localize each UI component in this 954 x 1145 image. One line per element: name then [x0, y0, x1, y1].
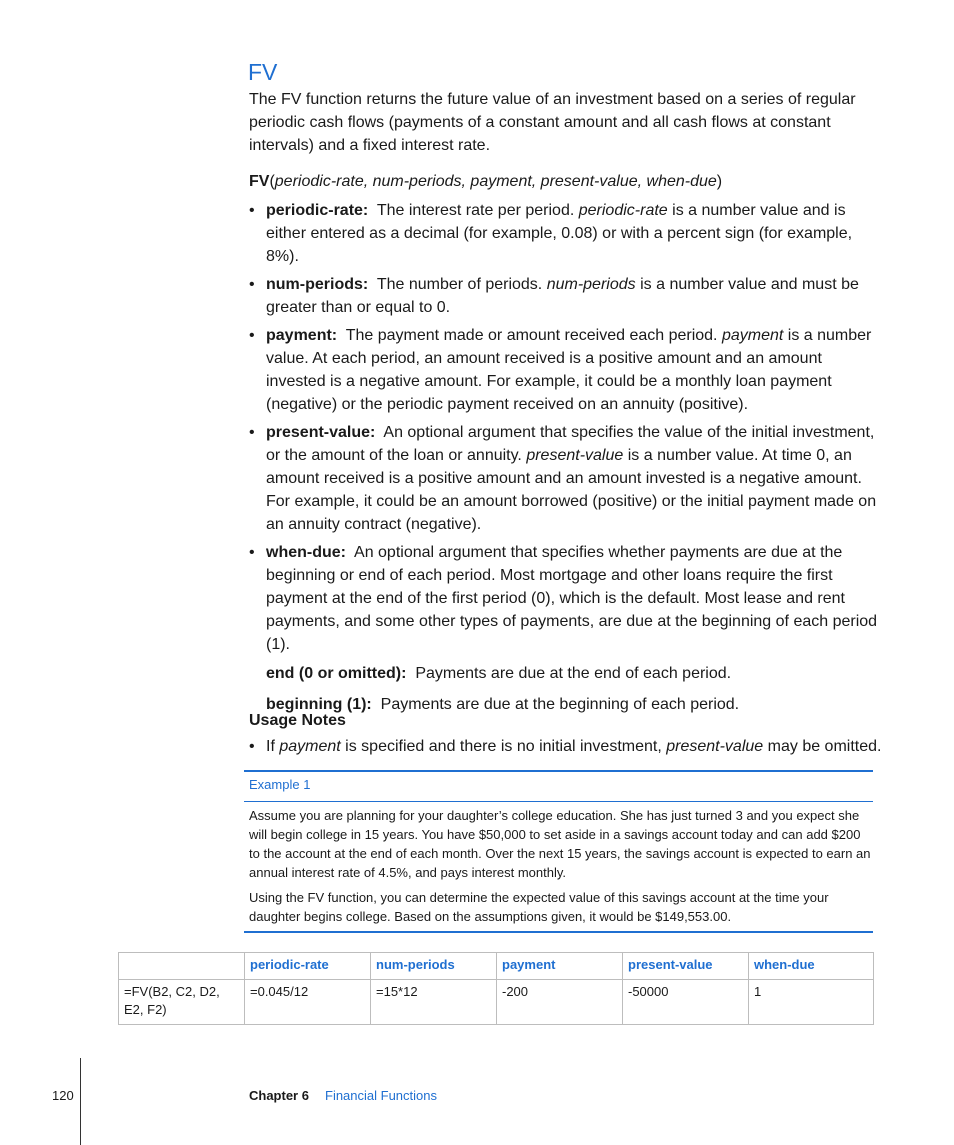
bullet: •: [249, 544, 255, 561]
syntax-args: periodic-rate, num-periods, payment, present-value, when-due: [274, 173, 717, 190]
intro-paragraph: The FV function returns the future value of an investment based on a series of regular periodic cash flows (payments of a constant amount and all cash flows at constant intervals) and a fixed interest rate.: [249, 91, 856, 154]
footer-section-link[interactable]: Financial Functions: [325, 1088, 437, 1103]
param-desc-rest: is a number value. At each period, an amount received is a positive amount and an amount invested is a negative amount. For example, it could be a monthly loan payment (negative) or the periodic payment received on an annuity (positive).: [266, 327, 872, 413]
table-cell: =FV(B2, C2, D2, E2, F2): [119, 980, 245, 1025]
table-header-cell: num-periods: [371, 953, 497, 980]
bullet: •: [249, 424, 255, 441]
usage-italic-payment: payment: [279, 738, 341, 755]
example-box: [244, 770, 873, 933]
when-due-option-beginning: [266, 693, 879, 716]
param-payment: [249, 324, 879, 416]
table-header-row: [119, 953, 874, 980]
table-header-cell: payment: [497, 953, 623, 980]
option-name: end (0 or omitted):: [266, 665, 407, 682]
param-desc: The number of periods.: [376, 276, 543, 293]
footer-chapter: Chapter 6: [249, 1088, 309, 1103]
usage-notes-heading: Usage Notes: [249, 712, 346, 729]
param-desc: The interest rate per period.: [376, 202, 575, 219]
option-desc: Payments are due at the beginning of each period.: [380, 696, 740, 713]
table-header-cell: periodic-rate: [245, 953, 371, 980]
option-desc: Payments are due at the end of each period.: [415, 665, 732, 682]
param-periodic-rate: [249, 199, 879, 268]
param-num-periods: [249, 273, 879, 319]
param-italic: num-periods: [546, 276, 636, 293]
bullet: •: [249, 276, 255, 293]
bullet: •: [249, 202, 255, 219]
bullet: •: [249, 327, 255, 344]
syntax-open-paren: (: [269, 173, 275, 190]
usage-mid: is specified and there is no initial investment,: [345, 738, 662, 755]
param-desc-rest: is a number value and must be greater than or equal to 0.: [266, 276, 859, 316]
param-name: present-value:: [266, 424, 376, 441]
example-table: [118, 952, 874, 1025]
param-italic: payment: [721, 327, 784, 344]
option-name: beginning (1):: [266, 696, 372, 713]
table-cell: 1: [749, 980, 874, 1025]
param-italic: present-value: [526, 447, 624, 464]
parameter-list: [249, 199, 879, 724]
bullet: •: [249, 738, 255, 755]
example-paragraph-2: Using the FV function, you can determine the expected value of this savings account at the time your daughter begins college. Based on the assumptions given, it would be $149,553.00.: [249, 890, 829, 924]
syntax-line: [249, 171, 722, 193]
syntax-function-name: FV: [249, 173, 270, 190]
table-header-cell: present-value: [623, 953, 749, 980]
syntax-close-paren: ): [716, 173, 723, 190]
example-heading: Example 1: [249, 777, 311, 792]
page-title: FV: [248, 59, 278, 85]
table-header-cell: [119, 953, 245, 980]
when-due-option-end: [266, 662, 879, 685]
usage-post: may be omitted.: [767, 738, 882, 755]
footer-divider: [80, 1058, 81, 1145]
param-name: periodic-rate:: [266, 202, 369, 219]
table-cell: -200: [497, 980, 623, 1025]
table-cell: =0.045/12: [245, 980, 371, 1025]
usage-pre: If: [266, 738, 275, 755]
usage-italic-present-value: present-value: [666, 738, 764, 755]
param-desc: The payment made or amount received each period.: [345, 327, 718, 344]
param-italic: periodic-rate: [578, 202, 668, 219]
example-paragraph-1: Assume you are planning for your daughter’s college education. She has just turned 3 and you expect she will begin college in 15 years. You have $50,000 to set aside in a savings account today and can add $200 to the account at the end of each month. Over the next 15 years, the savings account is expected to earn an annual interest rate of 4.5%, and pays interest monthly.: [249, 808, 871, 880]
page-number: 120: [52, 1088, 74, 1103]
param-desc: An optional argument that specifies whether payments are due at the beginning or end of each period. Most mortgage and other loans require the first payment at the end of the first period (0), which is the default. Most lease and rent payments, and some other types of payments, are due at the beginning of each period (1).: [266, 544, 878, 653]
param-when-due: [249, 541, 879, 716]
table-row: [119, 980, 874, 1025]
table-header-cell: when-due: [749, 953, 874, 980]
param-name: payment:: [266, 327, 338, 344]
example-divider: [244, 801, 873, 802]
param-present-value: [249, 421, 879, 536]
param-desc-rest: is a number value and is either entered as a decimal (for example, 0.08) or with a percent sign (for example, 8%).: [266, 202, 853, 265]
table-cell: =15*12: [371, 980, 497, 1025]
table-cell: -50000: [623, 980, 749, 1025]
param-name: when-due:: [266, 544, 346, 561]
param-desc-rest: is a number value. At time 0, an amount received is a positive amount and an amount invested is a negative amount. For example, it could be an amount borrowed (positive) or the initial payment made on an annuity contract (negative).: [266, 447, 877, 533]
param-name: num-periods:: [266, 276, 369, 293]
param-desc: An optional argument that specifies the value of the initial investment, or the amount of the loan or annuity.: [266, 424, 875, 464]
usage-note-item: [249, 735, 889, 758]
